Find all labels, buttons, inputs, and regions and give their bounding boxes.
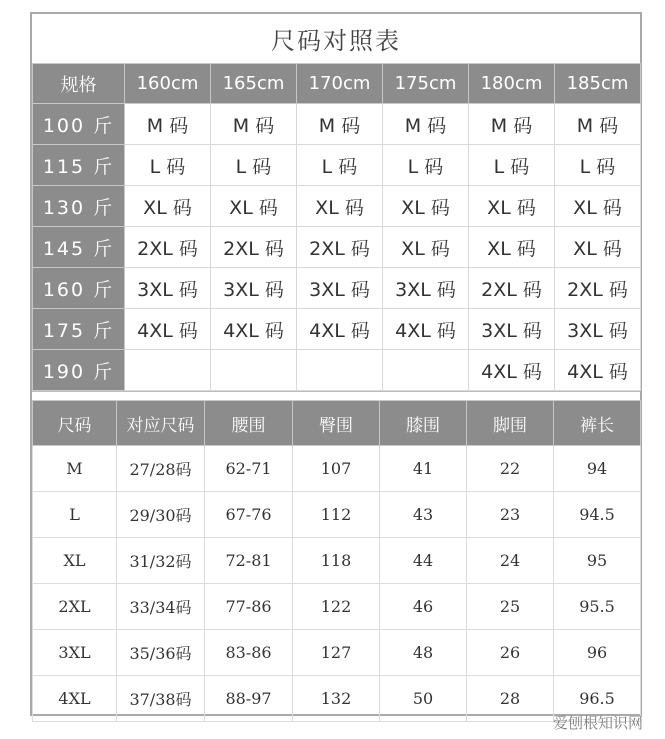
measurement-row <box>33 446 641 492</box>
height-header: 180cm <box>469 64 555 104</box>
cell: 94 <box>554 446 641 492</box>
size-cell <box>211 350 297 391</box>
size-cell: 4XL 码 <box>125 309 211 350</box>
size-cell: 3XL 码 <box>125 268 211 309</box>
cell: 2XL <box>33 584 117 630</box>
page-title: 尺码对照表 <box>32 14 640 64</box>
cell: M <box>33 446 117 492</box>
size-cell: XL 码 <box>297 186 383 227</box>
size-chart-row <box>33 104 641 145</box>
weight-label: 175 斤 <box>33 309 125 350</box>
size-cell: M 码 <box>211 104 297 145</box>
cell: 23 <box>467 492 554 538</box>
cell: L <box>33 492 117 538</box>
size-cell: XL 码 <box>211 186 297 227</box>
cell: 43 <box>380 492 467 538</box>
size-chart-row <box>33 227 641 268</box>
column-header: 脚围 <box>467 401 554 446</box>
column-header: 臀围 <box>293 401 380 446</box>
size-chart-table <box>32 63 641 391</box>
height-header: 165cm <box>211 64 297 104</box>
cell: 95.5 <box>554 584 641 630</box>
measurement-row <box>33 676 641 722</box>
height-header: 170cm <box>297 64 383 104</box>
size-chart-row <box>33 186 641 227</box>
cell: 3XL <box>33 630 117 676</box>
size-cell: 3XL 码 <box>555 309 641 350</box>
weight-label: 145 斤 <box>33 227 125 268</box>
column-header: 裤长 <box>554 401 641 446</box>
size-cell: 4XL 码 <box>383 309 469 350</box>
cell: 4XL <box>33 676 117 722</box>
cell: 27/28码 <box>117 446 205 492</box>
weight-label: 190 斤 <box>33 350 125 391</box>
cell: 77-86 <box>205 584 293 630</box>
cell: 132 <box>293 676 380 722</box>
cell: 62-71 <box>205 446 293 492</box>
cell: 31/32码 <box>117 538 205 584</box>
cell: 48 <box>380 630 467 676</box>
measurement-table <box>32 400 641 722</box>
cell: 72-81 <box>205 538 293 584</box>
size-chart-corner: 规格 <box>33 64 125 104</box>
cell: 96.5 <box>554 676 641 722</box>
cell: 41 <box>380 446 467 492</box>
cell: 94.5 <box>554 492 641 538</box>
size-cell: XL 码 <box>469 186 555 227</box>
size-cell: 4XL 码 <box>211 309 297 350</box>
size-cell: L 码 <box>211 145 297 186</box>
size-chart-row <box>33 145 641 186</box>
size-cell: L 码 <box>125 145 211 186</box>
size-cell: L 码 <box>555 145 641 186</box>
cell: 35/36码 <box>117 630 205 676</box>
size-cell: L 码 <box>297 145 383 186</box>
size-cell <box>125 350 211 391</box>
size-cell: L 码 <box>383 145 469 186</box>
cell: 127 <box>293 630 380 676</box>
size-cell: XL 码 <box>383 186 469 227</box>
cell: 29/30码 <box>117 492 205 538</box>
size-cell: M 码 <box>125 104 211 145</box>
size-chart-row <box>33 350 641 391</box>
cell: 107 <box>293 446 380 492</box>
cell: 118 <box>293 538 380 584</box>
cell: 44 <box>380 538 467 584</box>
cell: 112 <box>293 492 380 538</box>
size-cell: XL 码 <box>555 227 641 268</box>
size-cell: 4XL 码 <box>469 350 555 391</box>
cell: 24 <box>467 538 554 584</box>
size-cell: 3XL 码 <box>383 268 469 309</box>
size-chart-header-row <box>33 64 641 104</box>
size-cell: M 码 <box>555 104 641 145</box>
cell: 33/34码 <box>117 584 205 630</box>
size-cell: M 码 <box>383 104 469 145</box>
size-cell: L 码 <box>469 145 555 186</box>
weight-label: 160 斤 <box>33 268 125 309</box>
cell: 83-86 <box>205 630 293 676</box>
size-cell: XL 码 <box>555 186 641 227</box>
size-cell: M 码 <box>469 104 555 145</box>
cell: 46 <box>380 584 467 630</box>
height-header: 185cm <box>555 64 641 104</box>
cell: 67-76 <box>205 492 293 538</box>
cell: 96 <box>554 630 641 676</box>
measurement-row <box>33 630 641 676</box>
size-cell: 4XL 码 <box>555 350 641 391</box>
cell: 122 <box>293 584 380 630</box>
size-cell: 3XL 码 <box>469 309 555 350</box>
height-header: 175cm <box>383 64 469 104</box>
cell: 95 <box>554 538 641 584</box>
size-cell: 2XL 码 <box>125 227 211 268</box>
measurement-row <box>33 584 641 630</box>
column-header: 对应尺码 <box>117 401 205 446</box>
weight-label: 130 斤 <box>33 186 125 227</box>
measurement-row <box>33 492 641 538</box>
size-cell: 2XL 码 <box>555 268 641 309</box>
cell: 88-97 <box>205 676 293 722</box>
size-cell: 2XL 码 <box>469 268 555 309</box>
weight-label: 115 斤 <box>33 145 125 186</box>
size-cell: 2XL 码 <box>297 227 383 268</box>
size-cell: 4XL 码 <box>297 309 383 350</box>
column-header: 膝围 <box>380 401 467 446</box>
cell: 37/38码 <box>117 676 205 722</box>
cell: 22 <box>467 446 554 492</box>
size-cell: XL 码 <box>383 227 469 268</box>
size-cell: XL 码 <box>469 227 555 268</box>
size-cell: 2XL 码 <box>211 227 297 268</box>
size-chart-row <box>33 309 641 350</box>
weight-label: 100 斤 <box>33 104 125 145</box>
watermark-text: 爱刨根知识网 <box>552 714 643 732</box>
size-cell: XL 码 <box>125 186 211 227</box>
cell: XL <box>33 538 117 584</box>
size-cell: M 码 <box>297 104 383 145</box>
cell: 28 <box>467 676 554 722</box>
cell: 26 <box>467 630 554 676</box>
measurement-header-row <box>33 401 641 446</box>
size-cell <box>383 350 469 391</box>
measurement-row <box>33 538 641 584</box>
cell: 50 <box>380 676 467 722</box>
size-cell: 3XL 码 <box>211 268 297 309</box>
size-cell: 3XL 码 <box>297 268 383 309</box>
column-header: 腰围 <box>205 401 293 446</box>
size-cell <box>297 350 383 391</box>
cell: 25 <box>467 584 554 630</box>
column-header: 尺码 <box>33 401 117 446</box>
height-header: 160cm <box>125 64 211 104</box>
size-chart-row <box>33 268 641 309</box>
